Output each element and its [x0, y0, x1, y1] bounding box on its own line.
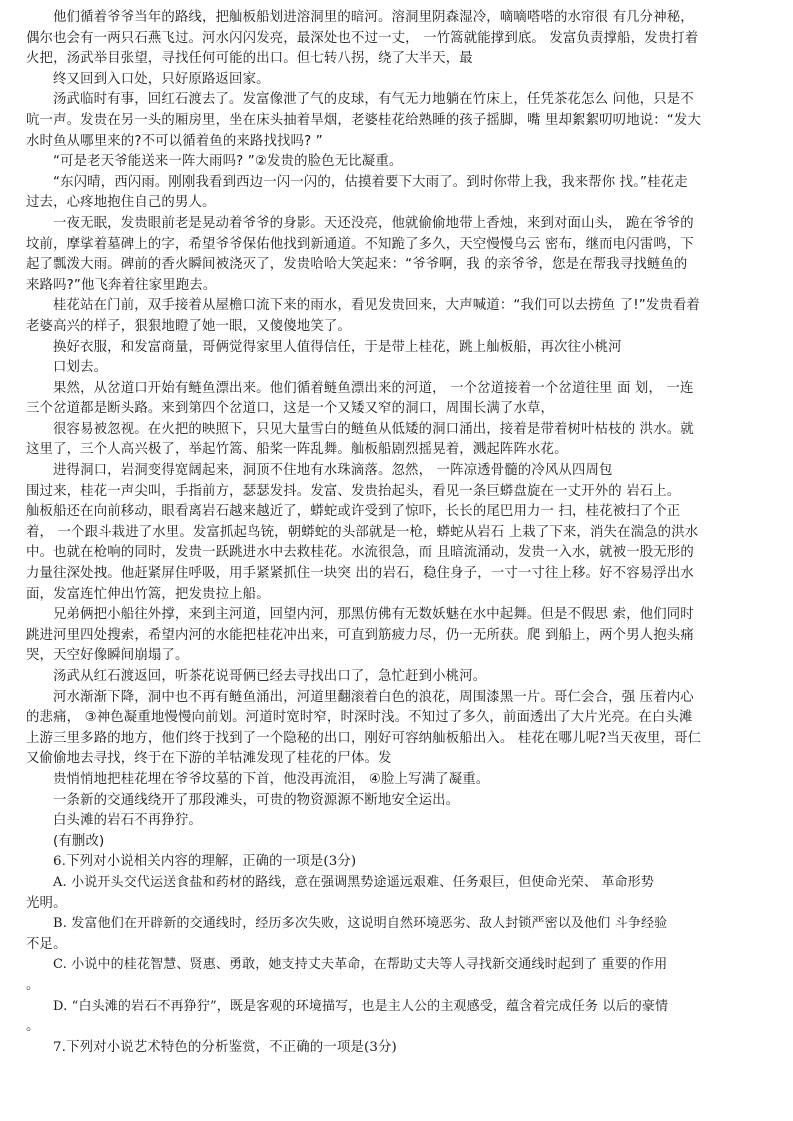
- text-line: 很容易被忽视。在火把的映照下，只见大量雪白的鲢鱼从低矮的洞口涌出，接着是带着树叶枯枝的 洪水。就: [53, 421, 694, 437]
- text-line: D. “白头滩的岩石不再狰狞”，既是客观的环境描写，也是主人公的主观感受，蕴含着完成任务 以后的豪情: [53, 998, 669, 1014]
- text-line: 的悲痛， ③神色凝重地慢慢向前划。河道时宽时窄，时深时浅。不知过了多久，前面透出了大片光亮。在白头滩: [26, 710, 693, 726]
- text-line: 这里了，三个人高兴极了，举起竹篙、船桨一阵乱舞。舢板船剧烈摇晃着，溅起阵阵水花。: [26, 442, 568, 458]
- text-line: 白头滩的岩石不再狰狞。: [53, 813, 202, 829]
- text-line: 6.下列对小说相关内容的理解，正确的一项是(3分): [53, 854, 357, 870]
- text-line: 舢板船还在向前移动，眼看离岩石越来越近了，蟒蛇或许受到了惊吓，长长的尾巴用力一 扫，桂花被扫了个正: [26, 504, 681, 520]
- text-line: 水时鱼从哪里来的?不可以循着鱼的来路找找吗? ”: [26, 133, 323, 149]
- text-line: 哭，天空好像瞬间崩塌了。: [26, 648, 189, 664]
- text-line: 起了瓢泼大雨。碑前的香火瞬间被浇灭了，发贵哈哈大笑起来：“爷爷啊，我 的亲爷爷，您是在帮我寻找鲢鱼的: [26, 257, 688, 273]
- text-line: 汤武临时有事，回红石渡去了。发富像泄了气的皮球，有气无力地躺在竹床上，任凭茶花怎么 问他，只是不: [53, 92, 694, 108]
- text-line: 来路吗?”他飞奔着往家里跑去。: [26, 277, 217, 293]
- text-line: 口划去。: [53, 360, 108, 376]
- text-line: 进得洞口，岩洞变得宽阔起来，洞顶不住地有水珠滴落。忽然， 一阵凉透骨髓的冷风从四周包: [53, 463, 613, 479]
- text-line: 果然，从岔道口开始有鲢鱼漂出来。他们循着鲢鱼漂出来的河道， 一个岔道接着一个岔道往里 面 划， 一连: [53, 380, 694, 396]
- text-line: C. 小说中的桂花智慧、贤惠、勇敢，她支持丈夫革命，在帮助丈夫等人寻找新交通线时起到了 重要的作用: [53, 957, 668, 973]
- text-line: 围过来，桂花一声尖叫，手指前方，瑟瑟发抖。发富、发贵抬起头，看见一条巨蟒盘旋在一丈开外的 岩石上。: [26, 483, 681, 499]
- text-line: 。: [26, 977, 40, 993]
- text-line: 火把，汤武举目张望，寻找任何可能的出口。但七转八拐，绕了大半天，最: [26, 51, 473, 67]
- text-line: “东闪晴，西闪雨。刚刚我看到西边一闪一闪的，估摸着要下大雨了。到时你带上我，我来帮你 找。”桂花走: [53, 174, 688, 190]
- text-line: 中。也就在枪响的同时，发贵一跃跳进水中去救桂花。水流很急，而 且暗流涌动，发贵一入水，就被一股无形的: [26, 545, 694, 561]
- text-line: 面，发富连忙伸出竹篙，把发贵拉上船。: [26, 586, 270, 602]
- text-line: 。: [26, 1019, 40, 1035]
- text-line: 换好衣服，和发富商量，哥俩觉得家里人值得信任，于是带上桂花，跳上舢板船，再次往小桃河: [53, 339, 622, 355]
- text-line: 兄弟俩把小船往外撑，来到主河道，回望内河，那黑仿佛有无数妖魅在水中起舞。但是不假思 索，他们同时: [53, 607, 694, 623]
- text-line: “可是老天爷能送来一阵大雨吗? ”②发贵的脸色无比凝重。: [53, 154, 403, 170]
- text-line: 桂花站在门前，双手接着从屋檐口流下来的雨水，看见发贵回来，大声喊道：“我们可以去捞鱼 了!”发贵看着: [53, 298, 700, 314]
- text-line: 河水渐渐下降，洞中也不再有鲢鱼涌出，河道里翻滚着白色的浪花，周围漆黑一片。哥仁会合，强 压着内心: [53, 689, 694, 705]
- text-line: 上游三里多路的地方，他们终于找到了一个隐秘的出口，刚好可容纳舢板船出入。 桂花在哪儿呢?当天夜里，哥仁: [26, 730, 702, 746]
- text-line: 贵悄悄地把桂花埋在爷爷坟墓的下首，他没再流泪， ④脸上写满了凝重。: [53, 771, 490, 787]
- text-line: 老婆高兴的样子，狠狠地瞪了她一眼，又傻傻地笑了。: [26, 318, 351, 334]
- text-line: 一条新的交通线绕开了那段滩头，可贵的物资源源不断地安全运出。: [53, 792, 460, 808]
- text-line: 汤武从红石渡返回，听茶花说哥俩已经去寻找出口了，急忙赶到小桃河。: [53, 669, 487, 684]
- text-line: 坟前，摩挲着墓碑上的字，希望爷爷保佑他找到新通道。不知跪了多久，天空慢慢乌云 密布，继而电闪雷鸣，下: [26, 236, 694, 252]
- text-line: 过去，心疼地抱住自己的男人。: [26, 195, 216, 211]
- text-line: 吭一声。发贵在另一头的厢房里，坐在床头抽着旱烟，老婆桂花给熟睡的孩子摇脚，嘴 里却絮絮叨叨地说：“发大: [26, 112, 701, 128]
- text-line: 光明。: [26, 895, 67, 911]
- text-line: 着， 一个跟斗栽进了水里。发富抓起鸟铳，朝蟒蛇的头部就是一枪，蟒蛇从岩石 上栽了下来，消失在湍急的洪水: [26, 524, 699, 540]
- text-line: 7.下列对小说艺术特色的分析鉴赏，不正确的一项是(3分): [53, 1039, 397, 1055]
- text-line: 一夜无眠，发贵眼前老是晃动着爷爷的身影。天还没亮，他就偷偷地带上香烛，来到对面山头， 跪在爷爷的: [53, 215, 694, 231]
- text-line: 又偷偷地去寻找，终于在下游的羊牯滩发现了桂花的尸体。发: [26, 751, 392, 767]
- text-line: 他们循着爷爷当年的路线，把舢板船划进溶洞里的暗河。溶洞里阴森湿冷，嘀嘀嗒嗒的水帘很 有几分神秘，: [53, 10, 694, 25]
- text-line: 终又回到入口处，只好原路返回家。: [53, 71, 270, 87]
- text-line: (有删改): [53, 833, 105, 849]
- text-line: 力量往深处拽。他赶紧屏住呼吸，用手紧紧抓住一块突 出的岩石，稳住身子，一寸一寸往上移。好不容易浮出水: [26, 566, 694, 582]
- text-line: 不足。: [26, 936, 67, 952]
- text-line: A. 小说开头交代运送食盐和药材的路线，意在强调黑势途遥远艰难、任务艰巨，但使命光荣、 革命形势: [53, 874, 654, 890]
- text-line: 三个岔道都是断头路。来到第四个岔道口，这是一个又矮又窄的洞口，周围长满了水草，: [26, 401, 555, 417]
- text-line: B. 发富他们在开辟新的交通线时，经历多次失败，这说明自然环境恶劣、敌人封锁严密以及他们 斗争经验: [53, 916, 668, 932]
- text-line: 跳进河里四处搜索，希望内河的水能把桂花冲出来，可直到筋疲力尽，仍一无所获。爬 到船上，两个男人抱头痛: [26, 627, 694, 643]
- text-line: 偶尔也会有一两只石燕飞过。河水闪闪发亮，最深处也不过一丈， 一竹篙就能撑到底。 发富负责撑船，发贵打着: [26, 30, 699, 46]
